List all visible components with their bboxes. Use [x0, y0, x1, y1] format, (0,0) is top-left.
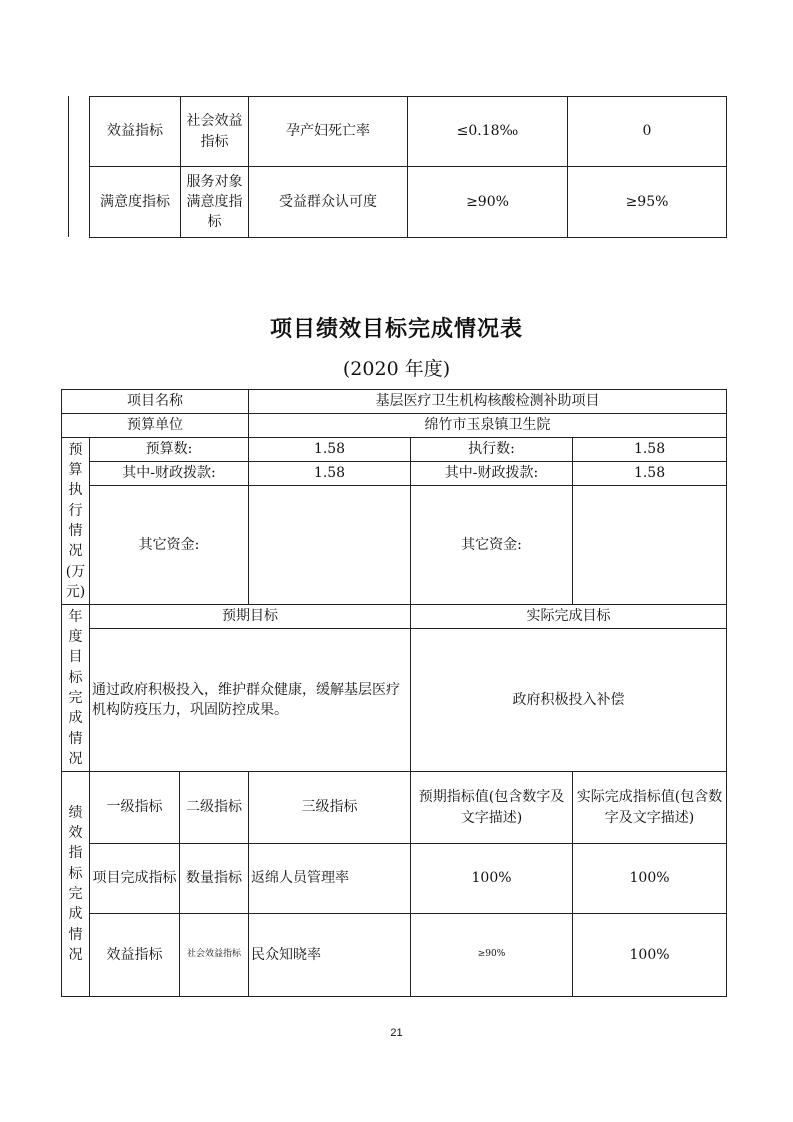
table-row: [62, 844, 727, 914]
other-funds-budget-value: [249, 486, 411, 605]
fiscal-budget-value: 1.58: [249, 462, 411, 486]
table-row: [62, 462, 727, 486]
budget-unit-label: 预算单位: [62, 414, 249, 438]
table-row: [62, 772, 727, 844]
level3-cell: 民众知晓率: [249, 914, 411, 997]
budget-unit-value: 绵竹市玉泉镇卫生院: [249, 414, 727, 438]
table-row: [90, 97, 727, 167]
actual-value-cell: 100%: [573, 844, 727, 914]
actual-value-cell: 0: [568, 97, 727, 167]
continued-indicator-table: [89, 96, 727, 238]
table-row: [62, 438, 727, 462]
level3-header: 三级指标: [249, 772, 411, 844]
level2-cell: 数量指标: [180, 844, 249, 914]
budget-amount-value: 1.58: [249, 438, 411, 462]
fiscal-budget-label: 其中-财政拨款:: [90, 462, 249, 486]
level1-cell: 效益指标: [90, 914, 180, 997]
executed-label: 执行数:: [411, 438, 573, 462]
performance-table: [61, 389, 727, 997]
executed-value: 1.58: [573, 438, 727, 462]
actual-value-cell: ≥95%: [568, 167, 727, 238]
table-row: [62, 486, 727, 605]
other-funds-executed-label: 其它资金:: [411, 486, 573, 605]
level1-cell: 效益指标: [90, 97, 181, 167]
actual-value-cell: 100%: [573, 914, 727, 997]
actual-value-header: 实际完成指标值(包含数字及文字描述): [573, 772, 727, 844]
left-margin-rule: [68, 96, 69, 237]
page-title: 项目绩效目标完成情况表: [269, 316, 523, 342]
expected-value-cell: ≥90%: [408, 167, 568, 238]
budget-section-label: 预算执行情况(万元): [62, 438, 90, 605]
level2-cell: 社会效益指标: [180, 914, 249, 997]
annual-section-label: 年度目标完成情况: [62, 605, 90, 772]
year-subtitle: (2020 年度): [342, 358, 451, 380]
expected-goal-header: 预期目标: [90, 605, 411, 629]
level2-cell: 社会效益指标: [181, 97, 249, 167]
expected-value-header: 预期指标值(包含数字及文字描述): [411, 772, 573, 844]
level3-cell: 返绵人员管理率: [249, 844, 411, 914]
table-row: [62, 414, 727, 438]
table-row: [62, 390, 727, 414]
other-funds-label: 其它资金:: [90, 486, 249, 605]
level3-cell: 受益群众认可度: [249, 167, 408, 238]
project-name-label: 项目名称: [62, 390, 249, 414]
level2-header: 二级指标: [180, 772, 249, 844]
page-number: 21: [390, 1027, 403, 1039]
level3-cell: 孕产妇死亡率: [249, 97, 408, 167]
level1-cell: 项目完成指标: [90, 844, 180, 914]
table-row: [90, 167, 727, 238]
budget-amount-label: 预算数:: [90, 438, 249, 462]
fiscal-executed-value: 1.58: [573, 462, 727, 486]
actual-goal-text: 政府积极投入补偿: [411, 629, 727, 772]
actual-goal-header: 实际完成目标: [411, 605, 727, 629]
expected-goal-text: 通过政府积极投入，维护群众健康，缓解基层医疗机构防疫压力，巩固防控成果。: [90, 629, 411, 772]
table-row: [62, 914, 727, 997]
expected-value-cell: ≤0.18‰: [408, 97, 568, 167]
perf-section-label: 绩效指标完成情况: [62, 772, 90, 997]
expected-value-cell: 100%: [411, 844, 573, 914]
other-funds-executed-value: [573, 486, 727, 605]
fiscal-executed-label: 其中-财政拨款:: [411, 462, 573, 486]
table-row: [62, 605, 727, 629]
project-name-value: 基层医疗卫生机构核酸检测补助项目: [249, 390, 727, 414]
level2-cell: 服务对象满意度指标: [181, 167, 249, 238]
expected-value-cell: ≥90%: [411, 914, 573, 997]
table-row: [62, 629, 727, 772]
level1-header: 一级指标: [90, 772, 180, 844]
level1-cell: 满意度指标: [90, 167, 181, 238]
